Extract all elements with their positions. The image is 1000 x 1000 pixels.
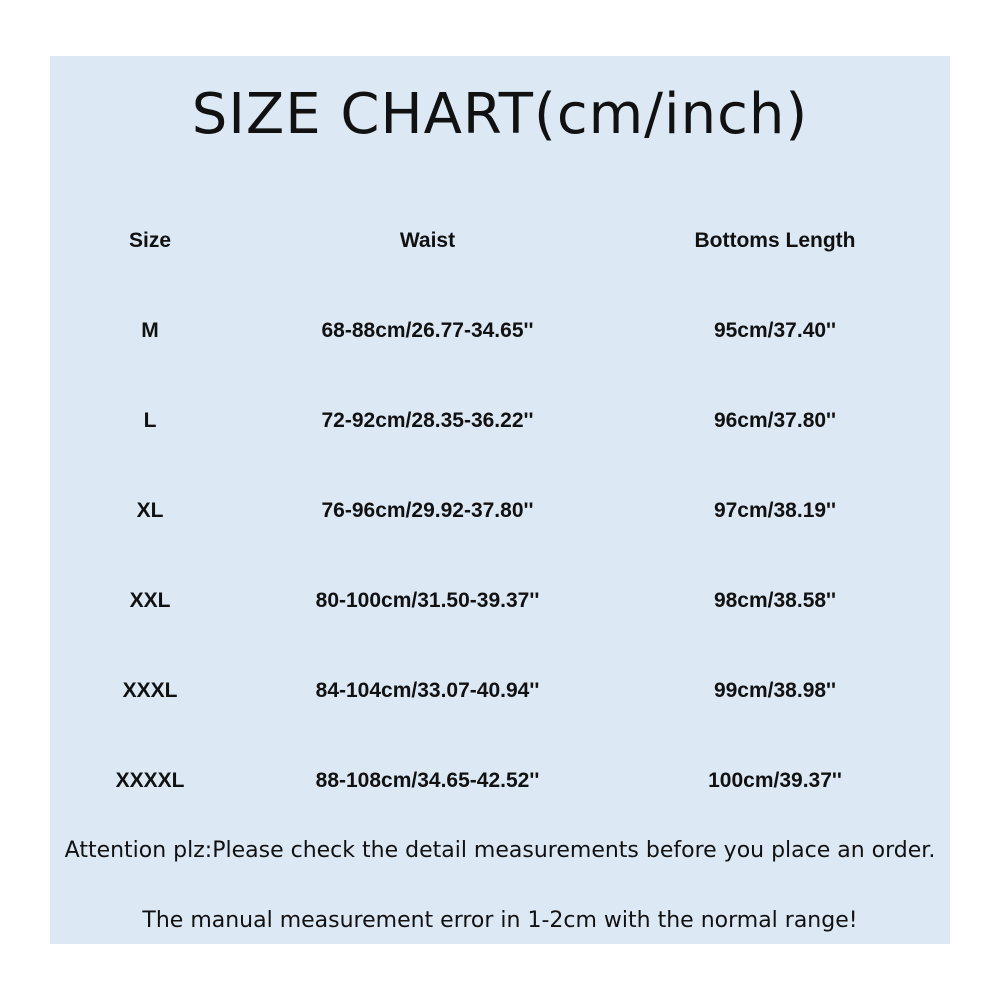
header-bottoms-length: Bottoms Length — [694, 229, 856, 252]
measurement-error-note: The manual measurement error in 1-2cm with the normal range! — [142, 908, 858, 933]
waist-cell: 80-100cm/31.50-39.37'' — [315, 589, 540, 612]
table-row — [0, 581, 1000, 621]
table-row — [0, 671, 1000, 711]
size-cell: L — [143, 409, 157, 432]
size-cell: XXL — [129, 589, 171, 612]
length-cell: 97cm/38.19'' — [713, 499, 837, 522]
chart-title: SIZE CHART(cm/inch) — [191, 82, 809, 147]
table-header-row — [0, 221, 1000, 261]
length-cell: 96cm/37.80'' — [713, 409, 837, 432]
waist-cell: 88-108cm/34.65-42.52'' — [315, 769, 540, 792]
length-cell: 98cm/38.58'' — [713, 589, 837, 612]
size-cell: XL — [136, 499, 164, 522]
size-cell: XXXL — [122, 679, 178, 702]
header-waist: Waist — [399, 229, 456, 252]
waist-cell: 84-104cm/33.07-40.94'' — [315, 679, 540, 702]
waist-cell: 76-96cm/29.92-37.80'' — [321, 499, 534, 522]
length-cell: 99cm/38.98'' — [713, 679, 837, 702]
table-row — [0, 491, 1000, 531]
header-size: Size — [128, 229, 172, 252]
length-cell: 95cm/37.40'' — [713, 319, 837, 342]
waist-cell: 68-88cm/26.77-34.65'' — [321, 319, 534, 342]
table-row — [0, 311, 1000, 351]
table-row — [0, 401, 1000, 441]
table-row — [0, 761, 1000, 801]
size-cell: M — [141, 319, 159, 342]
length-cell: 100cm/39.37'' — [708, 769, 842, 792]
size-cell: XXXXL — [115, 769, 185, 792]
attention-note: Attention plz:Please check the detail measurements before you place an order. — [64, 838, 936, 863]
waist-cell: 72-92cm/28.35-36.22'' — [321, 409, 534, 432]
